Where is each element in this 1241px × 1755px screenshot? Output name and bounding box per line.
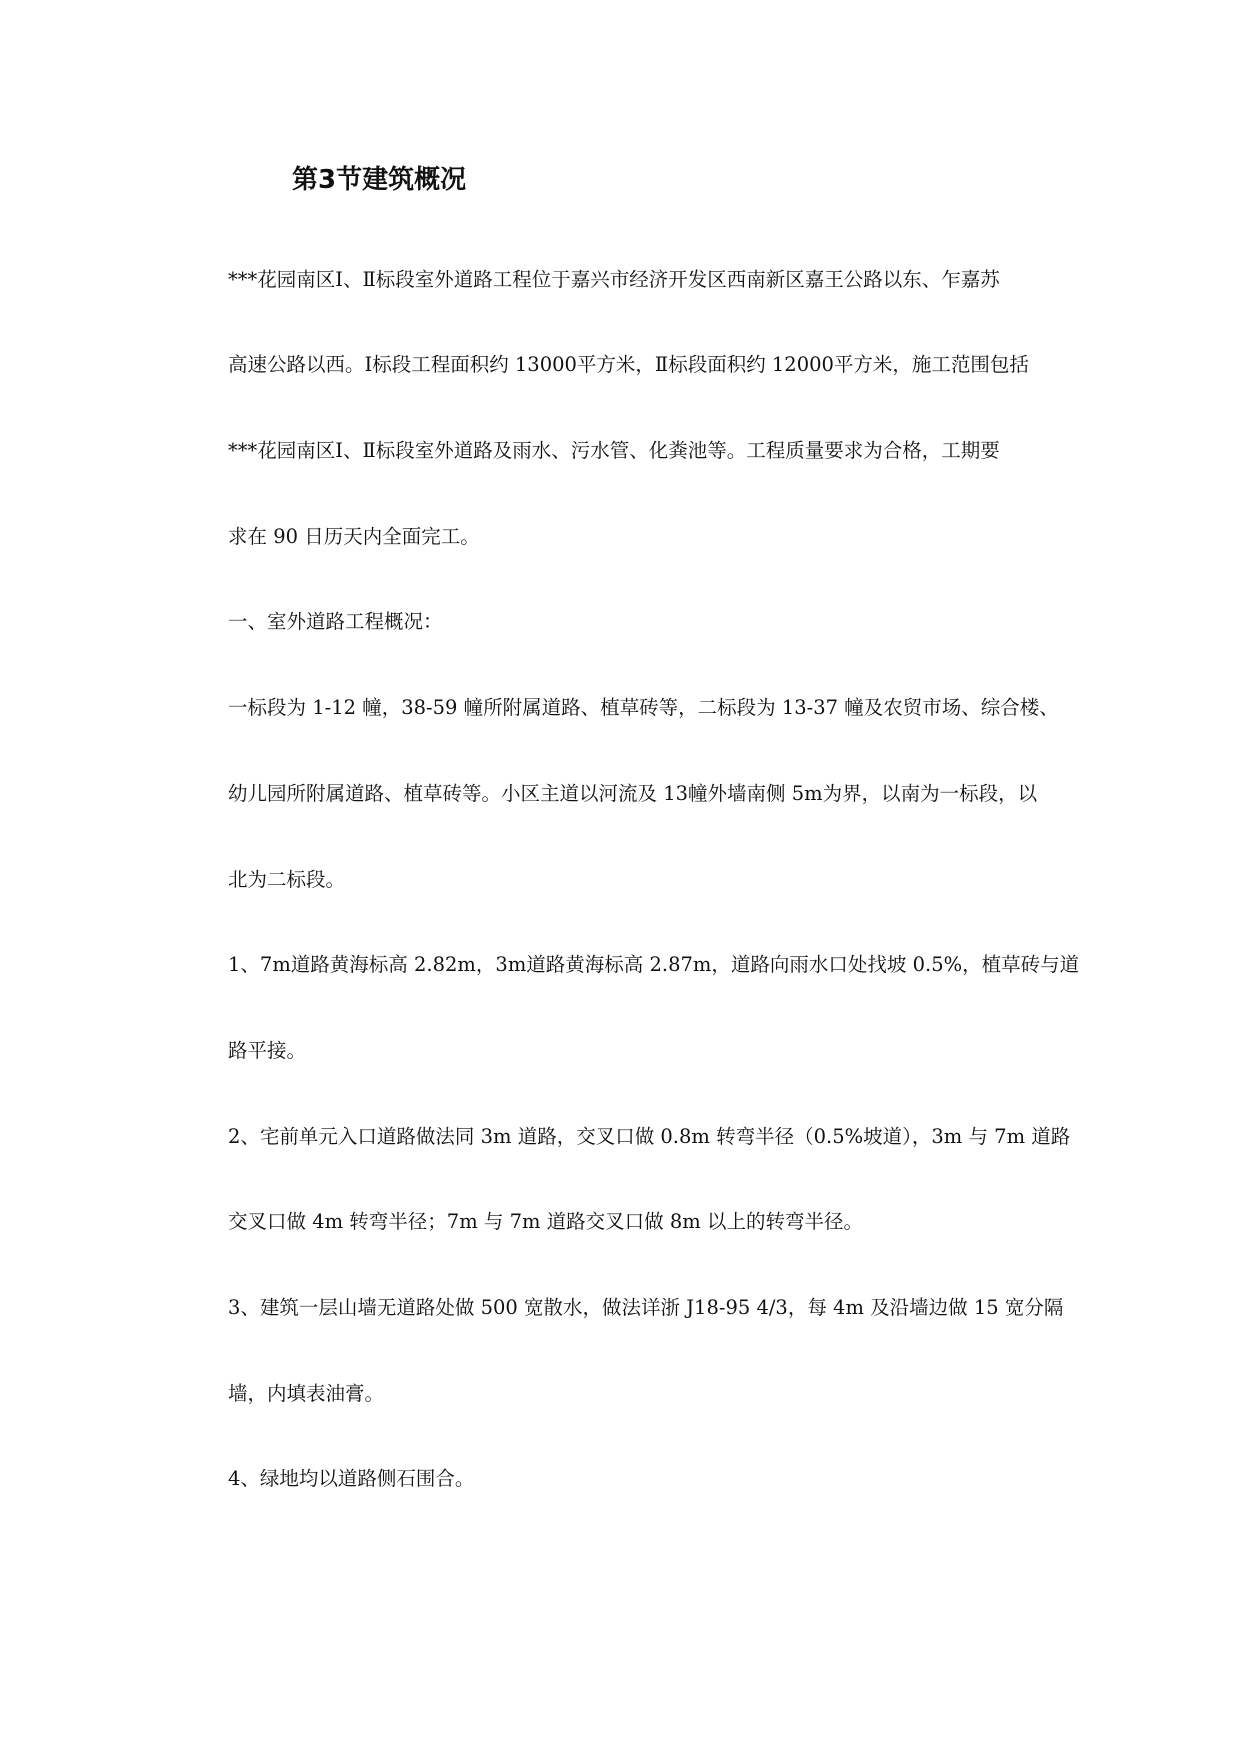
section-title: 第3节建筑概况 — [292, 165, 467, 195]
list-item-1-line-2: 路平接。 — [228, 1039, 307, 1062]
list-item-3-line-1: 3、建筑一层山墙无道路处做 500 宽散水，做法详浙 J18-95 4/3，每 4m 及沿墙边做 15 宽分隔 — [228, 1296, 1064, 1319]
paragraph-line-7: 幼儿园所附属道路、植草砖等。小区主道以河流及 13幢外墙南侧 5m为界，以南为一标段，以 — [228, 782, 1038, 805]
subheading-outdoor-roads: 一、室外道路工程概况： — [228, 610, 443, 633]
list-item-3-line-2: 墙，内填表油膏。 — [228, 1382, 385, 1405]
list-item-4: 4、绿地均以道路侧石围合。 — [228, 1467, 475, 1490]
paragraph-line-2: 高速公路以西。Ⅰ标段工程面积约 13000平方米，Ⅱ标段面积约 12000平方米，施工范围包括 — [228, 353, 1029, 376]
paragraph-line-8: 北为二标段。 — [228, 868, 346, 891]
paragraph-line-4: 求在 90 日历天内全面完工。 — [228, 525, 480, 548]
paragraph-line-6: 一标段为 1-12 幢，38-59 幢所附属道路、植草砖等，二标段为 13-37 幢及农贸市场、综合楼、 — [228, 696, 1059, 719]
list-item-1-line-1: 1、7m道路黄海标高 2.82m，3m道路黄海标高 2.87m，道路向雨水口处找坡 0.5%，植草砖与道 — [228, 953, 1080, 976]
paragraph-line-3: ***花园南区Ⅰ、Ⅱ标段室外道路及雨水、污水管、化粪池等。工程质量要求为合格，工期要 — [228, 439, 1000, 462]
list-item-2-line-2: 交叉口做 4m 转弯半径；7m 与 7m 道路交叉口做 8m 以上的转弯半径。 — [228, 1210, 863, 1233]
paragraph-line-1: ***花园南区Ⅰ、Ⅱ标段室外道路工程位于嘉兴市经济开发区西南新区嘉王公路以东、乍嘉苏 — [228, 268, 1000, 291]
list-item-2-line-1: 2、宅前单元入口道路做法同 3m 道路，交叉口做 0.8m 转弯半径（0.5%坡道），3m 与 7m 道路 — [228, 1125, 1071, 1148]
